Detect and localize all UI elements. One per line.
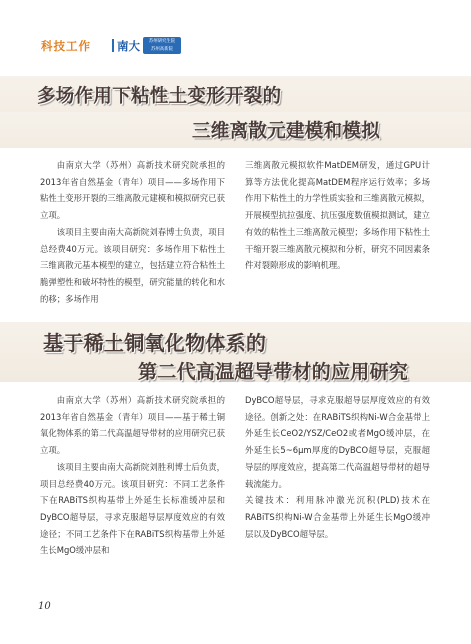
- brand-badge: [143, 37, 181, 54]
- article2-title-line2: 第二代高温超导带材的应用研究: [138, 361, 409, 383]
- article1-left-column: [40, 157, 225, 307]
- page-header: [0, 0, 471, 60]
- section-label: 科技工作: [41, 39, 91, 53]
- header-divider: [112, 39, 114, 52]
- badge-line-1: 苏州研究生院: [148, 39, 176, 44]
- paragraph: 三维离散元模拟软件MatDEM研发，通过GPU计算等方法优化提高MatDEM程序运行效率；多场作用下粘性土的力学性质实验和三维离散元模拟，开展模型抗拉强度、抗压强度数值模拟测试，建立有效的粘性土三维离散元模型；多场作用下粘性土干缩开裂三维离散元模拟和分析，研究不同因素条件对裂隙形成的影响机理。: [245, 160, 430, 271]
- paragraph: DyBCO超导层，寻求克服超导层厚度效应的有效途径。创新之处：在RABiTS织构Ni-W合金基带上外延生长CeO2/YSZ/CeO2或者MgO缓冲层，在外延生长5~6μm厚度的DyBCO超导层，克服超导层的厚度效应，提高第二代高温超导带材的超导载流能力。: [245, 395, 430, 489]
- brand-label: 南大: [117, 39, 140, 53]
- article2-title-line1: 基于稀土铜氧化物体系的: [43, 331, 267, 355]
- paragraph: 由南京大学（苏州）高新技术研究院承担的2013年省自然基金（青年）项目——基于稀土铜氧化物体系的第二代高温超导带材的应用研究已获立项。: [40, 395, 225, 456]
- paragraph: 该项目主要由南大高新院刘春博士负责，项目总经费40万元。该项目研究：多场作用下粘性土三维离散元基本模型的建立，包括建立符合粘性土脆弹塑性和破坏特性的模型，研究能量的转化和水的移；多场作用: [40, 226, 225, 304]
- paragraph: 关键技术：利用脉冲激光沉积(PLD)技术在RABiTS织构Ni-W合金基带上外延生长MgO缓冲层以及DyBCO超导层。: [245, 495, 430, 539]
- paragraph: 由南京大学（苏州）高新技术研究院承担的2013年省自然基金（青年）项目——多场作用下粘性土变形开裂的三维离散元建模和模拟研究已获立项。: [40, 160, 225, 221]
- article2-right-column: [245, 392, 430, 542]
- badge-line-2: 苏州高新院: [151, 46, 173, 52]
- article1-title-line2: 三维离散元建模和模拟: [192, 121, 381, 142]
- article2-left-column: [40, 392, 225, 559]
- page-number: 10: [38, 601, 51, 612]
- article1-right-column: [245, 157, 430, 274]
- paragraph: 该项目主要由南大高新院刘胜利博士后负责，项目总经费40万元。该项目研究：不同工艺条件下在RABiTS织构基带上外延生长标准缓冲层和DyBCO超导层，寻求克服超导层厚度效应的有效途径；不同工艺条件下在RABiTS织构基带上外延生长MgO缓冲层和: [40, 461, 225, 556]
- article1-title-line1: 多场作用下粘性土变形开裂的: [37, 86, 282, 107]
